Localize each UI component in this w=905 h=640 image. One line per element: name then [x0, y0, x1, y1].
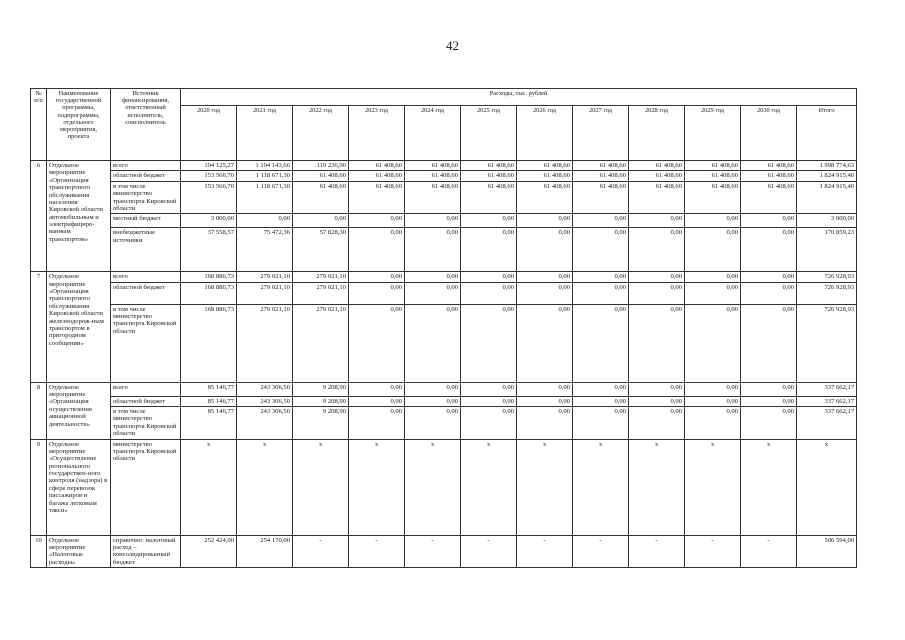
amount-cell: 61 408,60	[405, 181, 461, 214]
amount-cell: 0,00	[349, 228, 405, 272]
funding-source: местный бюджет	[111, 214, 181, 228]
amount-cell: 9 208,90	[293, 396, 349, 406]
amount-cell: 0,00	[461, 407, 517, 440]
amount-cell: 0,00	[573, 304, 629, 382]
amount-cell: x	[181, 439, 237, 535]
table-row	[31, 396, 857, 406]
row-number: 10	[31, 535, 47, 568]
funding-source: в том числе министерство транспорта Кировской области	[111, 181, 181, 214]
amount-cell: 0,00	[685, 382, 741, 396]
table-body	[31, 161, 857, 568]
amount-cell: 0,00	[461, 382, 517, 396]
table-row	[31, 382, 857, 396]
amount-cell: 279 021,10	[293, 282, 349, 304]
amount-cell: 0,00	[405, 228, 461, 272]
total-cell: 726 928,93	[797, 282, 857, 304]
amount-cell: 61 408,60	[405, 161, 461, 171]
row-number: 6	[31, 161, 47, 272]
funding-source: внебюджетные источники	[111, 228, 181, 272]
table-row	[31, 304, 857, 382]
table-row	[31, 439, 857, 535]
header-year: 2025 год	[461, 106, 517, 161]
total-cell: 337 662,17	[797, 407, 857, 440]
amount-cell: 0,00	[685, 407, 741, 440]
amount-cell: 61 408,60	[461, 161, 517, 171]
amount-cell: 0,00	[517, 228, 573, 272]
amount-cell: 61 408,60	[685, 181, 741, 214]
funding-source: в том числе министерство транспорта Кировской области	[111, 407, 181, 440]
amount-cell: 279 021,10	[237, 272, 293, 282]
amount-cell: 0,00	[461, 272, 517, 282]
amount-cell: 0,00	[685, 228, 741, 272]
amount-cell: 194 125,27	[181, 161, 237, 171]
amount-cell: 61 408,60	[349, 161, 405, 171]
amount-cell: 0,00	[349, 396, 405, 406]
amount-cell: x	[629, 439, 685, 535]
amount-cell: 0,00	[405, 304, 461, 382]
amount-cell: 1 194 143,66	[237, 161, 293, 171]
amount-cell: 0,00	[517, 214, 573, 228]
amount-cell: 0,00	[573, 214, 629, 228]
funding-source: всего	[111, 272, 181, 282]
amount-cell: 0,00	[629, 304, 685, 382]
amount-cell: 0,00	[349, 214, 405, 228]
header-year: 2020 год	[181, 106, 237, 161]
amount-cell: 0,00	[573, 228, 629, 272]
amount-cell: 0,00	[685, 304, 741, 382]
amount-cell: 0,00	[405, 382, 461, 396]
amount-cell: 61 408,60	[349, 181, 405, 214]
funding-source: министерство транспорта Кировской области	[111, 439, 181, 535]
amount-cell: 153 566,70	[181, 181, 237, 214]
row-number: 9	[31, 439, 47, 535]
amount-cell: 0,00	[349, 304, 405, 382]
total-cell: 1 824 915,40	[797, 181, 857, 214]
amount-cell: 61 408,60	[461, 181, 517, 214]
amount-cell: 0,00	[517, 396, 573, 406]
amount-cell: 0,00	[517, 272, 573, 282]
amount-cell: 61 408,60	[741, 171, 797, 181]
amount-cell: 168 886,73	[181, 282, 237, 304]
table-row	[31, 181, 857, 214]
amount-cell: 61 408,60	[629, 161, 685, 171]
funding-source: в том числе министерство транспорта Кировской области	[111, 304, 181, 382]
amount-cell: 0,00	[629, 282, 685, 304]
amount-cell: 0,00	[461, 228, 517, 272]
header-year: Итого	[797, 106, 857, 161]
header-source: Источник финансирования, ответственный исполнитель, соисполнитель	[111, 89, 181, 161]
amount-cell: 0,00	[741, 228, 797, 272]
amount-cell: 61 408,60	[573, 171, 629, 181]
amount-cell: 61 408,60	[573, 181, 629, 214]
amount-cell: 0,00	[405, 272, 461, 282]
table-header	[31, 89, 857, 161]
amount-cell: 0,00	[461, 282, 517, 304]
page-number: 42	[446, 38, 459, 53]
table-row	[31, 407, 857, 440]
table-row	[31, 171, 857, 181]
amount-cell: 0,00	[349, 272, 405, 282]
amount-cell: 61 408,60	[349, 171, 405, 181]
amount-cell: 9 208,90	[293, 407, 349, 440]
measure-name: Отдельное мероприятие «Организация осуществления авиационной деятельности»	[47, 382, 111, 439]
amount-cell: 0,00	[629, 396, 685, 406]
header-year: 2028 год	[629, 106, 685, 161]
amount-cell: 0,00	[405, 407, 461, 440]
amount-cell: 3 000,00	[181, 214, 237, 228]
amount-cell: 0,00	[405, 214, 461, 228]
header-year: 2026 год	[517, 106, 573, 161]
amount-cell: -	[293, 535, 349, 568]
amount-cell: x	[573, 439, 629, 535]
amount-cell: 0,00	[741, 272, 797, 282]
row-number: 8	[31, 382, 47, 439]
amount-cell: 61 408,60	[293, 171, 349, 181]
amount-cell: 61 408,60	[517, 171, 573, 181]
amount-cell: 61 408,60	[517, 161, 573, 171]
measure-name: Отдельное мероприятие «Организация транспортного обслуживания населения Кировской области автомобильным и электрифициро-ванным транспортом»	[47, 161, 111, 272]
total-cell: 3 000,00	[797, 214, 857, 228]
amount-cell: 0,00	[461, 214, 517, 228]
amount-cell: 85 146,77	[181, 382, 237, 396]
amount-cell: -	[461, 535, 517, 568]
header-year: 2024 год	[405, 106, 461, 161]
amount-cell: 0,00	[573, 282, 629, 304]
amount-cell: 0,00	[741, 304, 797, 382]
amount-cell: 279 021,10	[237, 304, 293, 382]
total-cell: 1 998 774,63	[797, 161, 857, 171]
amount-cell: 279 021,10	[293, 304, 349, 382]
amount-cell: 9 208,90	[293, 382, 349, 396]
amount-cell: 243 306,50	[237, 382, 293, 396]
total-cell: x	[797, 439, 857, 535]
header-year: 2021 год	[237, 106, 293, 161]
amount-cell: 0,00	[517, 304, 573, 382]
amount-cell: 0,00	[405, 396, 461, 406]
funding-source: всего	[111, 382, 181, 396]
amount-cell: 0,00	[629, 407, 685, 440]
amount-cell: 0,00	[349, 282, 405, 304]
amount-cell: x	[685, 439, 741, 535]
header-year: 2022 год	[293, 106, 349, 161]
header-year: 2029 год	[685, 106, 741, 161]
amount-cell: 61 408,60	[517, 181, 573, 214]
amount-cell: 0,00	[517, 382, 573, 396]
amount-cell: -	[629, 535, 685, 568]
amount-cell: 61 408,60	[405, 171, 461, 181]
amount-cell: 57 828,30	[293, 228, 349, 272]
amount-cell: 0,00	[685, 396, 741, 406]
amount-cell: 0,00	[629, 382, 685, 396]
amount-cell: 0,00	[517, 282, 573, 304]
amount-cell: x	[461, 439, 517, 535]
table-row	[31, 214, 857, 228]
amount-cell: 0,00	[741, 407, 797, 440]
amount-cell: 0,00	[461, 304, 517, 382]
amount-cell: 61 408,60	[629, 181, 685, 214]
header-year: 2027 год	[573, 106, 629, 161]
amount-cell: x	[517, 439, 573, 535]
amount-cell: 0,00	[517, 407, 573, 440]
row-number: 7	[31, 272, 47, 382]
amount-cell: x	[349, 439, 405, 535]
amount-cell: 0,00	[293, 214, 349, 228]
amount-cell: 61 408,60	[685, 171, 741, 181]
amount-cell: 0,00	[573, 272, 629, 282]
amount-cell: 153 566,70	[181, 171, 237, 181]
amount-cell: 61 408,60	[741, 161, 797, 171]
amount-cell: 0,00	[573, 407, 629, 440]
amount-cell: 85 146,77	[181, 407, 237, 440]
amount-cell: 0,00	[573, 382, 629, 396]
amount-cell: 0,00	[629, 228, 685, 272]
amount-cell: 0,00	[685, 272, 741, 282]
funding-source: областной бюджет	[111, 171, 181, 181]
amount-cell: -	[573, 535, 629, 568]
total-cell: 506 594,00	[797, 535, 857, 568]
amount-cell: 61 408,60	[293, 181, 349, 214]
amount-cell: 254 170,00	[237, 535, 293, 568]
amount-cell: 1 118 671,30	[237, 181, 293, 214]
amount-cell: 0,00	[573, 396, 629, 406]
amount-cell: -	[741, 535, 797, 568]
header-expenses: Расходы, тыс. рублей	[181, 89, 857, 106]
amount-cell: 168 886,73	[181, 272, 237, 282]
amount-cell: 61 408,60	[741, 181, 797, 214]
funding-source: областной бюджет	[111, 282, 181, 304]
total-cell: 1 824 915,40	[797, 171, 857, 181]
total-cell: 726 928,93	[797, 272, 857, 282]
total-cell: 337 662,17	[797, 382, 857, 396]
amount-cell: 243 306,50	[237, 396, 293, 406]
funding-source: областной бюджет	[111, 396, 181, 406]
total-cell: 337 662,17	[797, 396, 857, 406]
amount-cell: 0,00	[629, 272, 685, 282]
amount-cell: 0,00	[685, 214, 741, 228]
amount-cell: 61 408,60	[461, 171, 517, 181]
total-cell: 726 928,93	[797, 304, 857, 382]
amount-cell: 61 408,60	[573, 161, 629, 171]
table-row	[31, 161, 857, 171]
amount-cell: 0,00	[349, 407, 405, 440]
amount-cell: 119 236,90	[293, 161, 349, 171]
amount-cell: 37 558,57	[181, 228, 237, 272]
header-year: 2023 год	[349, 106, 405, 161]
header-year: 2030 год	[741, 106, 797, 161]
amount-cell: 0,00	[741, 382, 797, 396]
measure-name: Отдельное мероприятие «Налоговые расходы»	[47, 535, 111, 568]
amount-cell: x	[405, 439, 461, 535]
funding-source: всего	[111, 161, 181, 171]
table-row	[31, 535, 857, 568]
amount-cell: -	[349, 535, 405, 568]
total-cell: 170 859,23	[797, 228, 857, 272]
measure-name: Отдельное мероприятие «Организация транспортного обслуживания Кировской области железнодорож-ным транспортом в пригородном сообщении»	[47, 272, 111, 382]
table-row	[31, 272, 857, 282]
funding-source: справочно: налоговый расход – консолидированный бюджет	[111, 535, 181, 568]
amount-cell: 0,00	[461, 396, 517, 406]
amount-cell: 0,00	[685, 282, 741, 304]
table-row	[31, 228, 857, 272]
amount-cell: 0,00	[237, 214, 293, 228]
amount-cell: 0,00	[405, 282, 461, 304]
amount-cell: -	[685, 535, 741, 568]
amount-cell: 0,00	[741, 396, 797, 406]
header-name: Наименование государственной программы, подпрограммы, отдельного мероприятия, проекта	[47, 89, 111, 161]
amount-cell: 243 306,50	[237, 407, 293, 440]
amount-cell: 61 408,60	[629, 171, 685, 181]
amount-cell: 61 408,60	[685, 161, 741, 171]
amount-cell: 252 424,00	[181, 535, 237, 568]
amount-cell: 0,00	[741, 214, 797, 228]
amount-cell: 168 886,73	[181, 304, 237, 382]
amount-cell: x	[741, 439, 797, 535]
amount-cell: -	[517, 535, 573, 568]
measure-name: Отдельное мероприятие «Осуществление регионального государствен-ного контроля (надзора) в сфере перевозок пассажиров и багажа легковым такси»	[47, 439, 111, 535]
amount-cell: x	[293, 439, 349, 535]
amount-cell: -	[405, 535, 461, 568]
amount-cell: 75 472,36	[237, 228, 293, 272]
table-row	[31, 282, 857, 304]
amount-cell: 0,00	[741, 282, 797, 304]
amount-cell: 0,00	[349, 382, 405, 396]
amount-cell: 1 118 671,30	[237, 171, 293, 181]
amount-cell: 279 021,10	[237, 282, 293, 304]
expenses-table	[30, 88, 857, 568]
amount-cell: 85 146,77	[181, 396, 237, 406]
amount-cell: x	[237, 439, 293, 535]
amount-cell: 279 021,10	[293, 272, 349, 282]
header-num: № п/п	[31, 89, 47, 161]
amount-cell: 0,00	[629, 214, 685, 228]
